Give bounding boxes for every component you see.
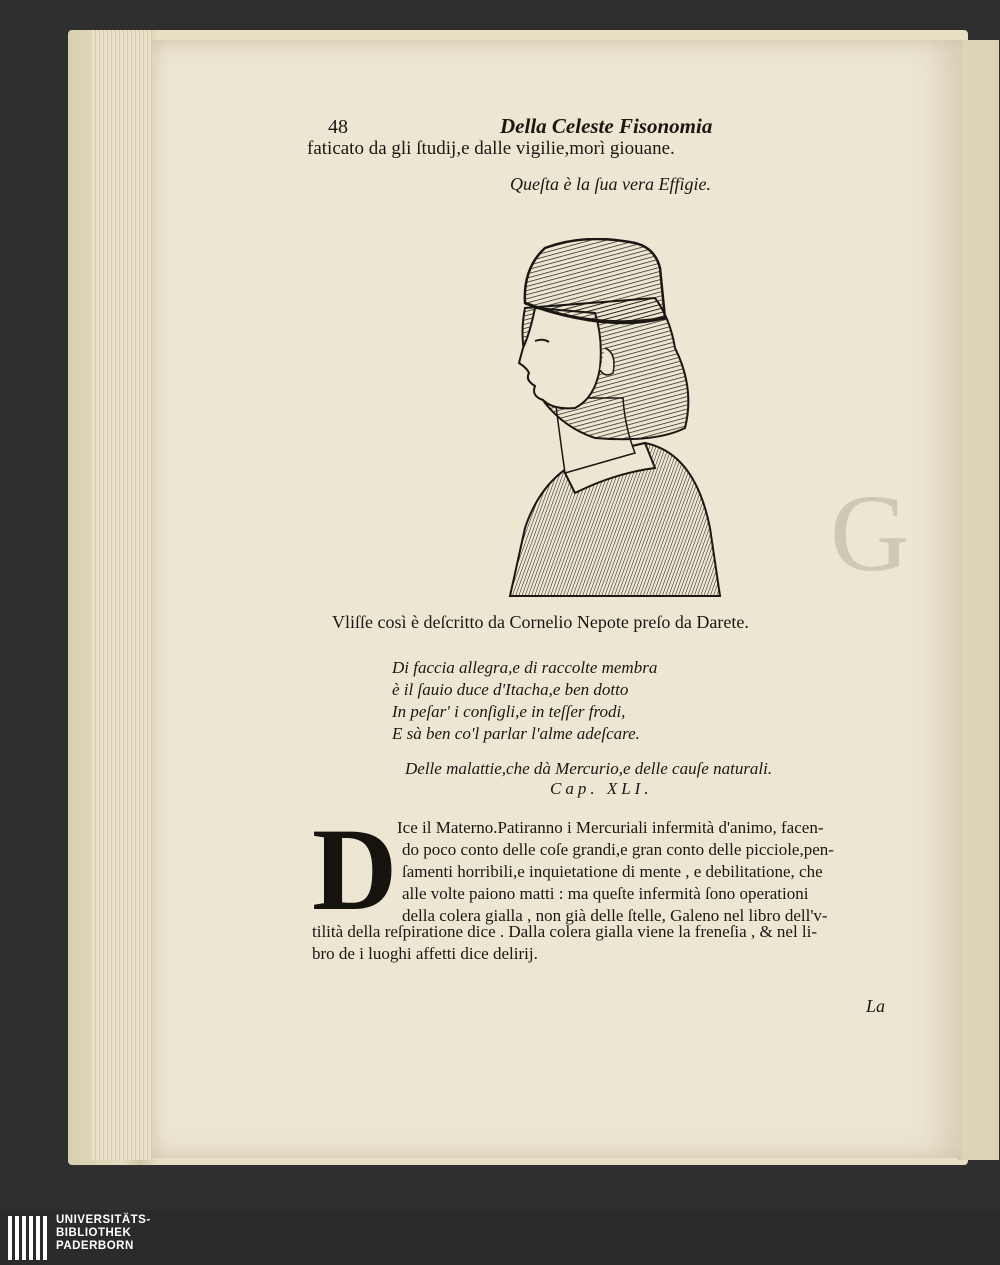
chapter-number: Cap. XLI. xyxy=(550,779,653,798)
body-line: della colera gialla , non già delle ſtelle, Galeno nel libro dell'v- xyxy=(402,906,828,925)
logo-line: BIBLIOTHEK xyxy=(56,1227,132,1239)
logo-line: PADERBORN xyxy=(56,1240,134,1252)
library-logo-icon xyxy=(8,1216,50,1260)
effigie-caption: Queſta è la ſua vera Effigie. xyxy=(510,174,711,194)
page-stack-edge xyxy=(92,30,152,1160)
bleed-through-letter: G xyxy=(830,472,910,594)
logo-line: UNIVERSITÄTS- xyxy=(56,1214,151,1226)
portrait-caption: Vliſſe così è deſcritto da Cornelio Nepote preſo da Darete. xyxy=(332,612,749,632)
verse-line: è il ſauio duce d'Itacha,e ben dotto xyxy=(392,680,629,699)
running-head: Della Celeste Fisonomia xyxy=(500,114,713,138)
body-line: bro de i luoghi affetti dice delirij. xyxy=(312,944,538,963)
body-line: tilità della reſpiratione dice . Dalla colera gialla viene la freneſia , & nel li- xyxy=(312,922,818,941)
verse-line: In peſar' i conſigli,e in teſſer frodi, xyxy=(392,702,626,721)
chapter-title: Delle malattie,che dà Mercurio,e delle cauſe naturali. xyxy=(405,759,773,778)
verse-line: E sà ben co'l parlar l'alme adeſcare. xyxy=(392,724,640,743)
body-line: Ice il Materno.Patiranno i Mercuriali infermità d'animo, facen- xyxy=(397,818,824,837)
drop-cap: D xyxy=(312,804,398,935)
body-line: ſamenti horribili,e inquietatione di mente , e debilitatione, che xyxy=(402,862,823,881)
library-logo-text xyxy=(56,1214,151,1253)
facing-page-edge xyxy=(958,40,999,1160)
woodcut-portrait-icon xyxy=(505,238,725,600)
page-number: 48 xyxy=(328,116,348,138)
body-line: alle volte paiono matti : ma queſte infermità ſono operationi xyxy=(402,884,809,903)
verse-line: Di faccia allegra,e di raccolte membra xyxy=(392,658,658,677)
first-line: faticato da gli ſtudij,e dalle vigilie,morì giouane. xyxy=(307,138,675,159)
catchword: La xyxy=(866,996,886,1016)
body-line: do poco conto delle coſe grandi,e gran conto delle picciole,pen- xyxy=(402,840,834,859)
